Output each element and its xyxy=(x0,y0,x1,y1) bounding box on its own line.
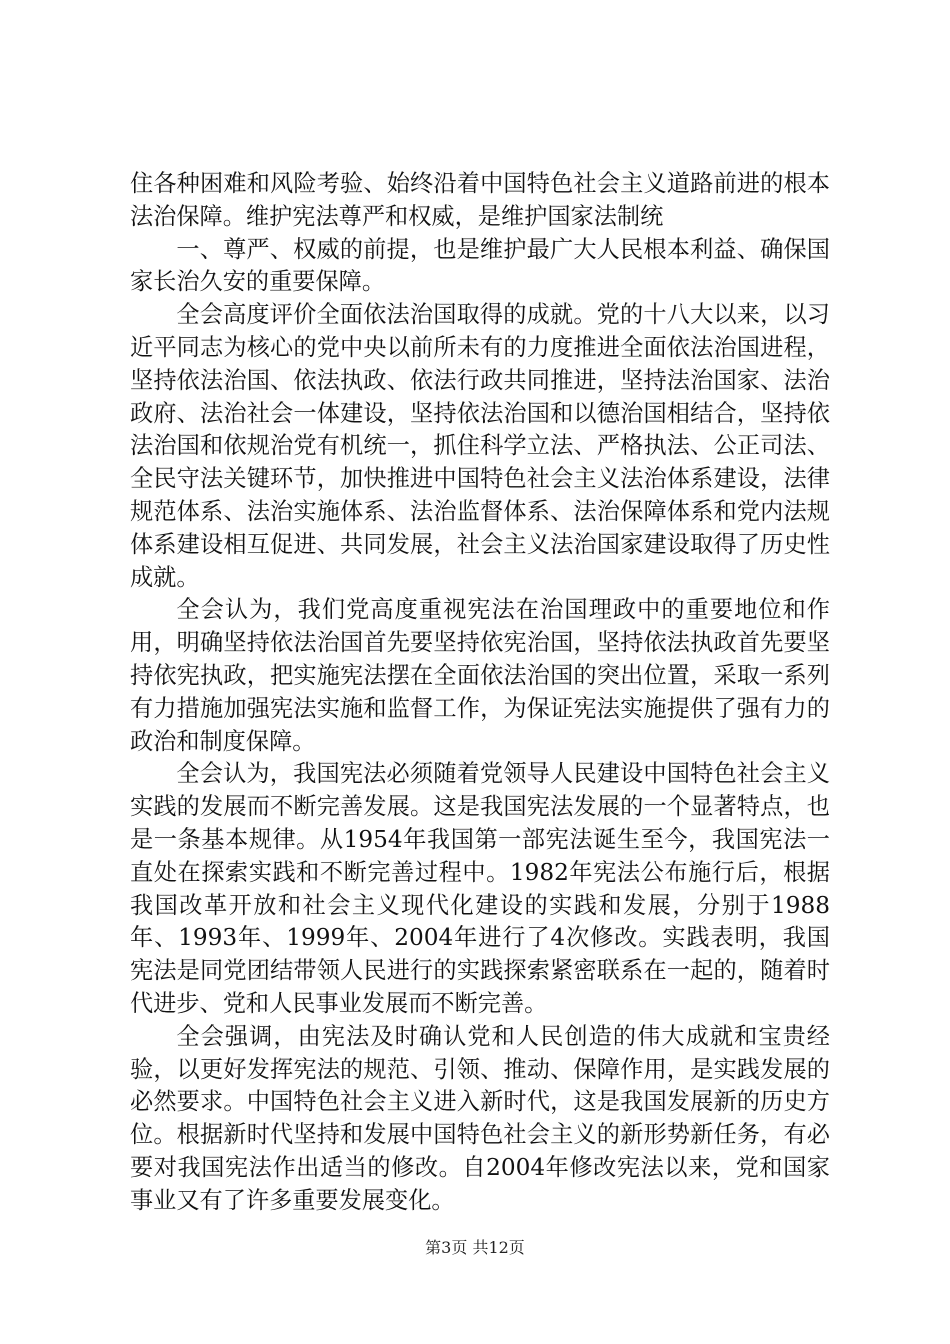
document-body xyxy=(130,168,830,1218)
page-number-footer: 第3页 共12页 xyxy=(425,1238,525,1257)
paragraph-constitution-development: 全会认为，我国宪法必须随着党领导人民建设中国特色社会主义实践的发展而不断完善发展。这是我国宪法发展的一个显著特点，也是一条基本规律。从1954年我国第一部宪法诞生至今，我国宪法一直处在探索实践和不断完善过程中。1982年宪法公布施行后，根据我国改革开放和社会主义现代化建设的实践和发展，分别于1988年、1993年、1999年、2004年进行了4次修改。实践表明，我国宪法是同党团结带领人民进行的实践探索紧密联系在一起的，随着时代进步、党和人民事业发展而不断完善。 xyxy=(130,760,830,1017)
paragraph-amendment-necessity: 全会强调，由宪法及时确认党和人民创造的伟大成就和宝贵经验，以更好发挥宪法的规范、引领、推动、保障作用，是实践发展的必然要求。中国特色社会主义进入新时代，这是我国发展新的历史方位。根据新时代坚持和发展中国特色社会主义的新形势新任务，有必要对我国宪法作出适当的修改。自2004年修改宪法以来，党和国家事业又有了许多重要发展变化。 xyxy=(130,1022,830,1214)
paragraph-section-one: 一、尊严、权威的前提，也是维护最广大人民根本利益、确保国家长治久安的重要保障。 xyxy=(130,235,830,296)
paragraph-constitution-importance: 全会认为，我们党高度重视宪法在治国理政中的重要地位和作用，明确坚持依法治国首先要坚持依宪治国，坚持依法执政首先要坚持依宪执政，把实施宪法摆在全面依法治国的突出位置，采取一系列有力措施加强宪法实施和监督工作，为保证宪法实施提供了强有力的政治和制度保障。 xyxy=(130,596,830,755)
paragraph-continuation: 住各种困难和风险考验、始终沿着中国特色社会主义道路前进的根本法治保障。维护宪法尊严和权威，是维护国家法制统 xyxy=(130,170,830,230)
paragraph-achievements: 全会高度评价全面依法治国取得的成就。党的十八大以来，以习近平同志为核心的党中央以前所未有的力度推进全面依法治国进程，坚持依法治国、依法执政、依法行政共同推进，坚持法治国家、法治政府、法治社会一体建设，坚持依法治国和以德治国相结合，坚持依法治国和依规治党有机统一，抓住科学立法、严格执法、公正司法、全民守法关键环节，加快推进中国特色社会主义法治体系建设，法律规范体系、法治实施体系、法治监督体系、法治保障体系和党内法规体系建设相互促进、共同发展，社会主义法治国家建设取得了历史性成就。 xyxy=(130,301,830,591)
